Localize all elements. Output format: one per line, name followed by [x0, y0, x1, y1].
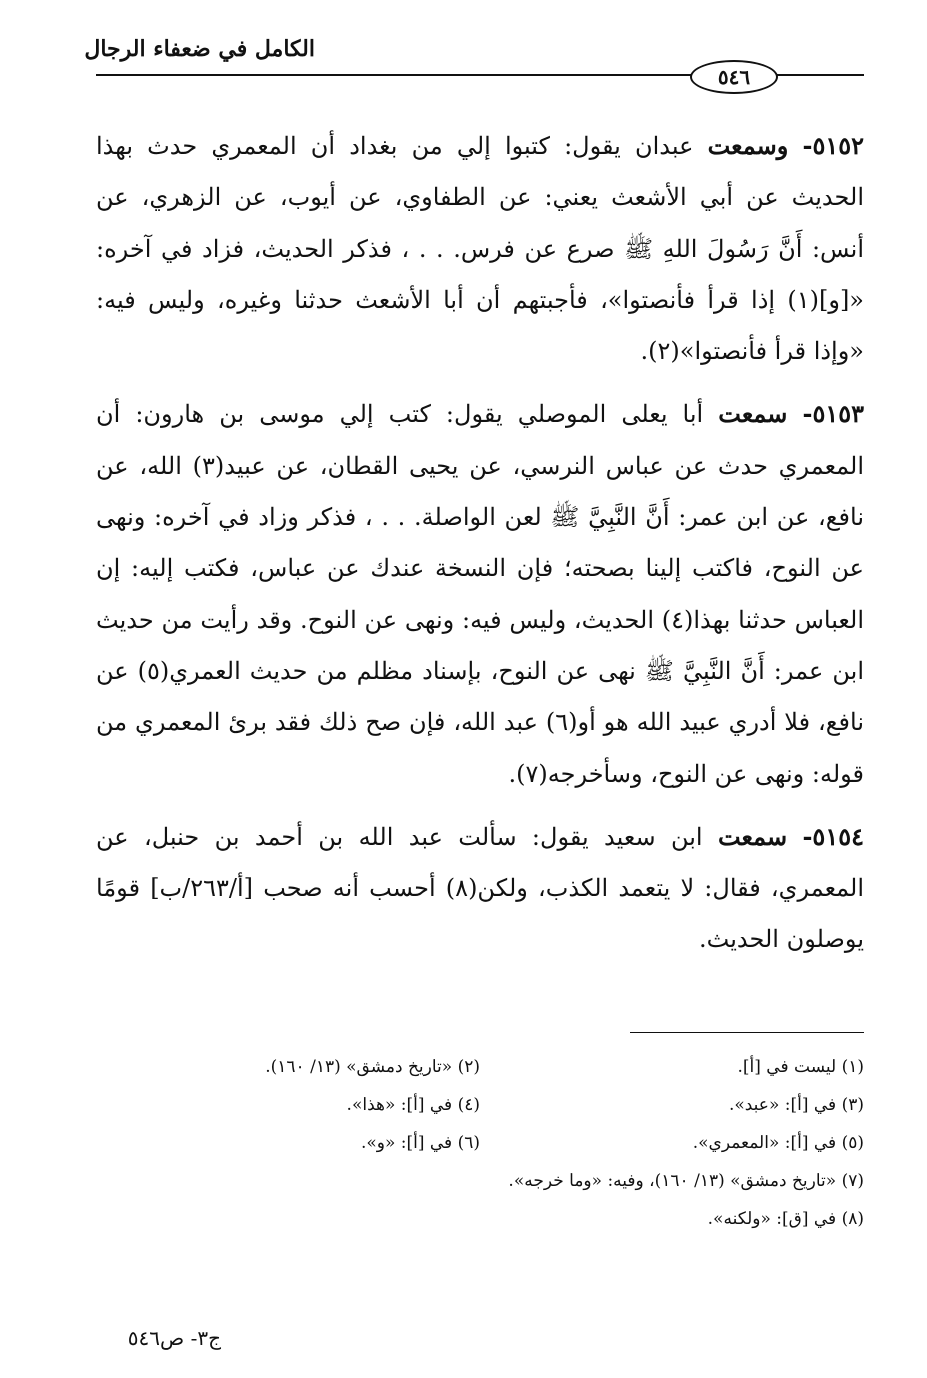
- footnotes: [96, 1052, 864, 1242]
- entry-number: ٥١٥٣-: [802, 399, 864, 429]
- footnote-row: [96, 1166, 864, 1204]
- paragraph-5154: [96, 811, 864, 966]
- footnote-5: (٥) في [أ]: «المعمري».: [692, 1133, 864, 1153]
- footnote-1: (١) ليست في [أ].: [737, 1057, 864, 1077]
- entry-text: ابن سعيد يقول: سألت عبد الله بن أحمد بن حنبل، عن المعمري، فقال: لا يتعمد الكذب، ولكن(٨) أحسب أنه صحب [أ/٢٦٣/ب] قومًا يوصلون الحديث.: [96, 822, 864, 954]
- entry-text: عبدان يقول: كتبوا إلي من بغداد أن المعمري حدث بهذا الحديث عن أبي الأشعث يعني: عن الطفاوي، عن أيوب، عن الزهري، عن أنس: أَنَّ رَسُولَ اللهِ ﷺ صرع عن فرس. . . ، فذكر الحديث، فزاد في آخره: «[و](١) إذا قرأ فأنصتوا»، فأجبتهم أن أبا الأشعث حدثنا وغيره، وليس فيه: «وإذا قرأ فأنصتوا»(٢).: [96, 132, 864, 366]
- footnote-4: (٤) في [أ]: «هذا».: [346, 1095, 480, 1115]
- footnote-divider: [630, 1032, 864, 1033]
- entry-lead-word: سمعت: [717, 821, 788, 851]
- footnote-3: (٣) في [أ]: «عبد».: [728, 1095, 864, 1115]
- footnote-row: [96, 1052, 864, 1090]
- paragraph-5152: [96, 120, 864, 377]
- footnote-2: (٢) «تاريخ دمشق» (١٣/ ١٦٠).: [265, 1057, 480, 1077]
- footnote-6: (٦) في [أ]: «و».: [360, 1133, 480, 1153]
- footnote-row: [96, 1090, 864, 1128]
- entry-number: ٥١٥٢-: [802, 131, 864, 160]
- footnote-row: [96, 1128, 864, 1166]
- main-text: [96, 120, 864, 977]
- footnote-row: [96, 1204, 864, 1242]
- page-number-badge: ٥٤٦: [690, 60, 778, 94]
- entry-number: ٥١٥٤-: [802, 821, 864, 851]
- paragraph-5153: [96, 388, 864, 799]
- entry-lead-word: وسمعت: [707, 131, 789, 160]
- entry-text: أبا يعلى الموصلي يقول: كتب إلي موسى بن هارون: أن المعمري حدث عن عباس النرسي، عن يحيى القطان، عن عبيد(٣) الله، عن نافع، عن ابن عمر: أَنَّ النَّبِيَّ ﷺ لعن الواصلة. . . ، فذكر وزاد في آخره: ونهى عن النوح، فاكتب إلينا بصحته؛ فإن النسخة عندك عن عباس، فكتب إليه: إن العباس حدثنا بهذا(٤) الحديث، وليس فيه: ونهى عن النوح. وقد رأيت من حديث ابن عمر: أَنَّ النَّبِيَّ ﷺ نهى عن النوح، بإسناد مظلم من حديث العمري(٥) عن نافع، فلا أدري عبيد الله هو أو(٦) عبد الله، فإن صح ذلك فقد برئ المعمري من قوله: ونهى عن النوح، وسأخرجه(٧).: [96, 400, 865, 788]
- page-reference: ج٣- ص٥٤٦: [127, 1326, 221, 1350]
- book-title: الكامل في ضعفاء الرجال: [84, 36, 315, 62]
- entry-lead-word: سمعت: [718, 399, 788, 429]
- footnote-7: (٧) «تاريخ دمشق» (١٣/ ١٦٠)، وفيه: «وما خرجه».: [508, 1171, 864, 1191]
- footnote-8: (٨) في [ق]: «ولكنه».: [707, 1209, 864, 1229]
